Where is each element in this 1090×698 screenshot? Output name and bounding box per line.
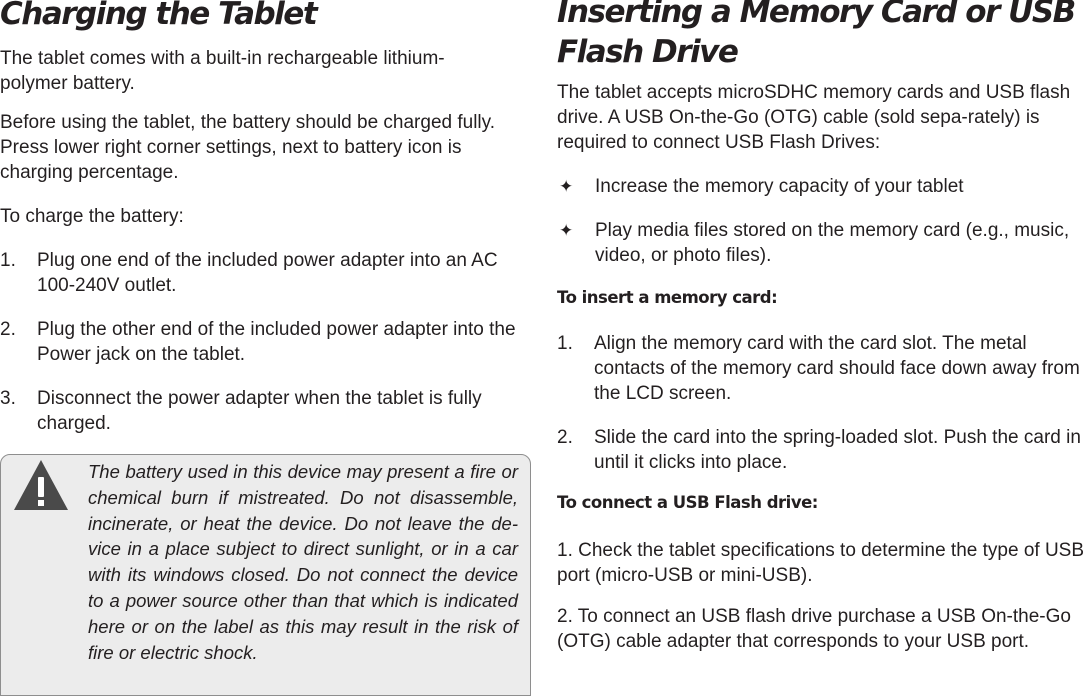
bullet-text: Play media files stored on the memory card (e.g., music, video, or photo files).: [595, 220, 1070, 266]
usb-step-check: 1. Check the tablet specifications to determine the type of USB port (micro-USB or mini-USB).: [557, 540, 1085, 586]
battery-intro: The tablet comes with a built-in rechargeable lithium-polymer battery.: [0, 48, 445, 94]
memory-card-intro: The tablet accepts microSDHC memory cards and USB flash drive. A USB On-the-Go (OTG) cable (sold sepa-rately) is required to connect USB Flash Drives:: [557, 82, 1071, 153]
charge-instruction-lead: To charge the battery:: [0, 206, 184, 227]
step-text: Plug the other end of the included power adapter into the Power jack on the tablet.: [37, 319, 516, 365]
step-text: Plug one end of the included power adapter into an AC 100-240V outlet.: [37, 250, 498, 296]
list-item: [557, 425, 1087, 475]
insert-card-steps: [557, 331, 1087, 475]
step-number: 1.: [557, 333, 573, 354]
warning-triangle-icon: [12, 458, 70, 512]
warning-text: The battery used in this device may present a fire or chemical burn if mistreated. Do not disassemble, incinerate, or heat the device. Do not leave the de-vice in a place subject to direct sunlight, or in a car with its windows closed. Do not connect the device to a power source other than that which is indicated here or on the label as this may result in the risk of fire or electric shock.: [88, 461, 518, 663]
list-item: [0, 317, 532, 367]
step-text: Align the memory card with the card slot. The metal contacts of the memory card should face down away from the LCD screen.: [594, 333, 1080, 404]
usb-step-connect: 2. To connect an USB flash drive purchase a USB On-the-Go (OTG) cable adapter that corresponds to your USB port.: [557, 606, 1071, 652]
step-number: 3.: [0, 388, 16, 409]
list-item: [557, 331, 1087, 406]
step-text: Disconnect the power adapter when the tablet is fully charged.: [37, 388, 482, 434]
list-item: [557, 174, 1087, 199]
list-item: [557, 218, 1087, 268]
list-item: [0, 248, 532, 298]
step-number: 1.: [0, 250, 16, 271]
step-text: Slide the card into the spring-loaded slot. Push the card in until it clicks into place.: [594, 427, 1081, 473]
section-title-charging: Charging the Tablet: [0, 0, 317, 32]
section-title-memory-card: Inserting a Memory Card or USB Flash Drive: [557, 0, 1075, 70]
step-number: 2.: [0, 319, 16, 340]
charging-steps: [0, 248, 532, 436]
charge-before-use: Before using the tablet, the battery should be charged fully. Press lower right corner settings, next to battery icon is charging percentage.: [0, 112, 496, 183]
bullet-text: Increase the memory capacity of your tablet: [595, 176, 964, 197]
bullet-star-icon: ✦: [559, 221, 574, 240]
subheading-connect-usb: To connect a USB Flash drive:: [557, 493, 818, 512]
step-number: 2.: [557, 427, 573, 448]
subheading-insert-card: To insert a memory card:: [557, 288, 778, 307]
benefits-list: [557, 174, 1087, 268]
bullet-star-icon: ✦: [559, 177, 574, 196]
list-item: [0, 386, 532, 436]
